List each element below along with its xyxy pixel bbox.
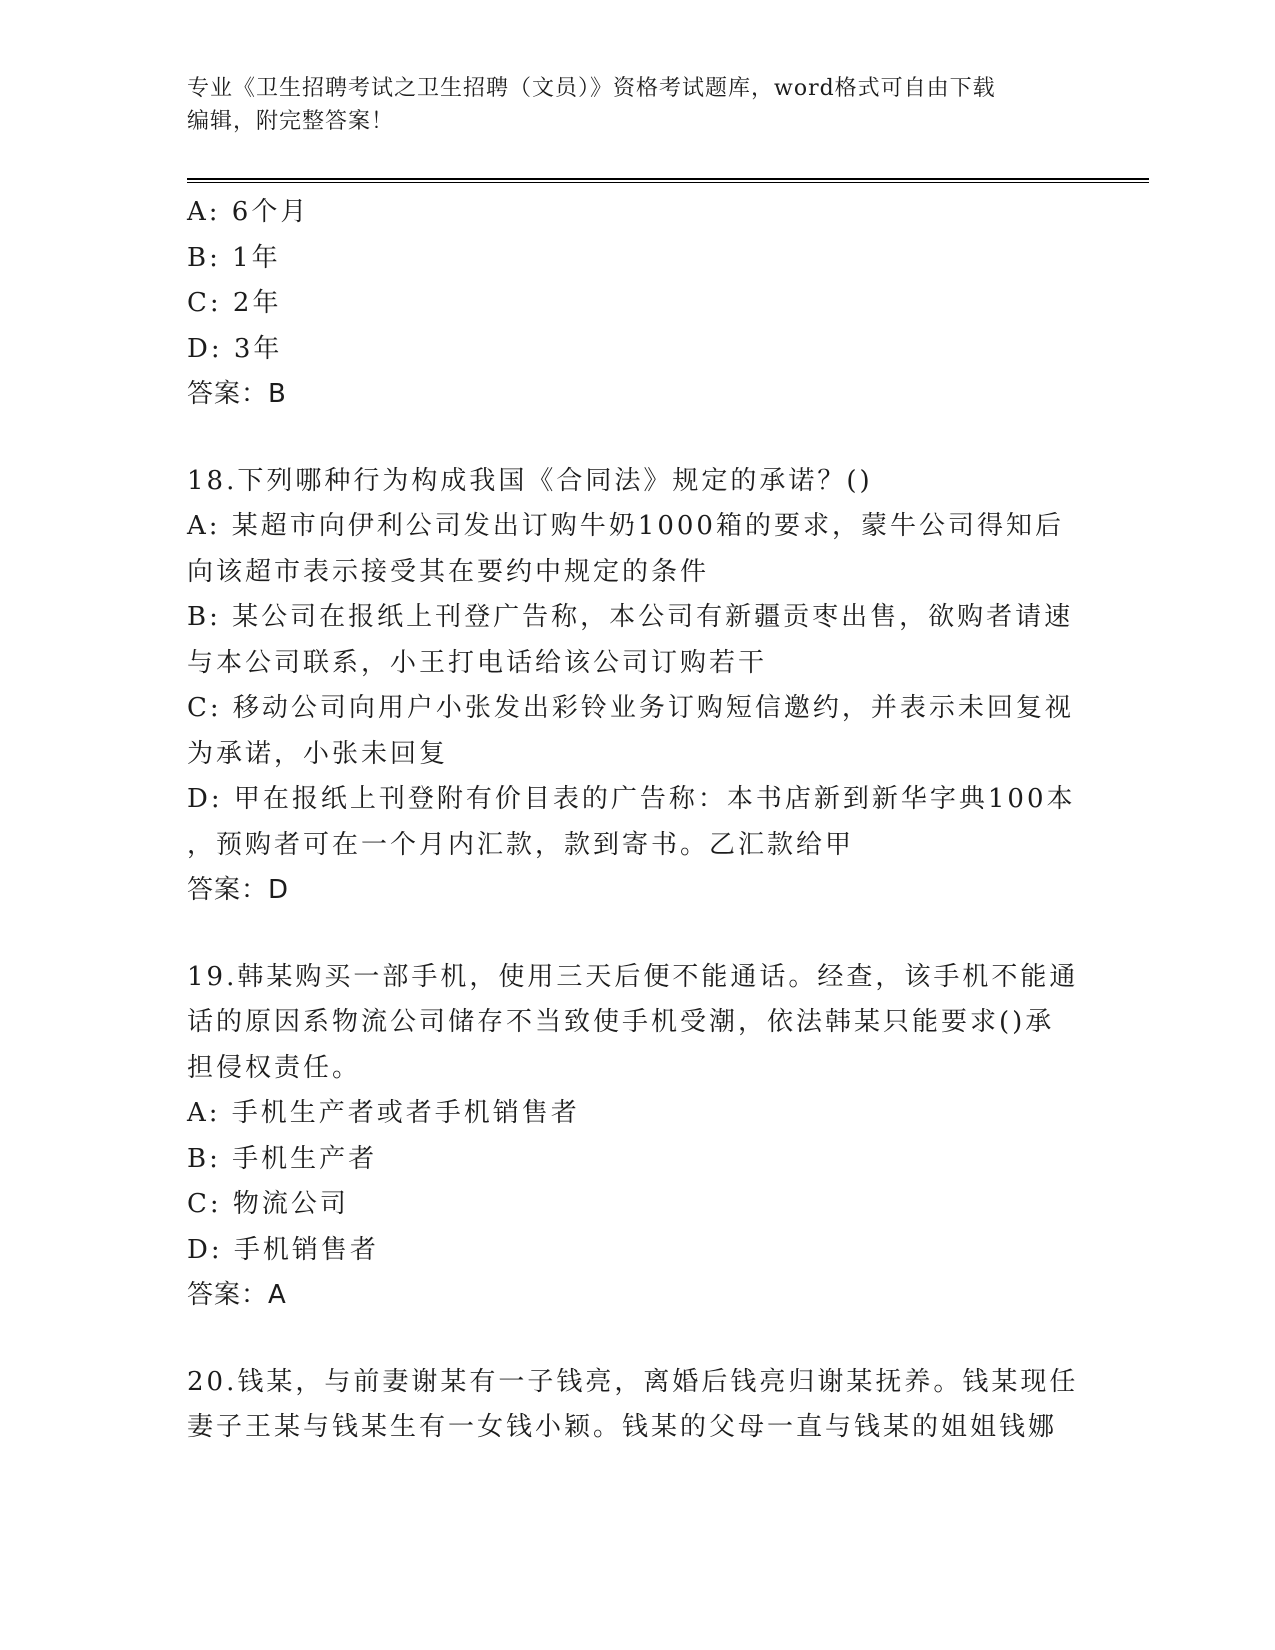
option-d-line-2: ，预购者可在一个月内汇款，款到寄书。乙汇款给甲 bbox=[187, 829, 855, 860]
option-d-line-1: D: 甲在报纸上刊登附有价目表的广告称：本书店新到新华字典100本 bbox=[187, 784, 1076, 814]
question-17-answer: 答案：B bbox=[187, 379, 287, 409]
header-line-1: 专业《卫生招聘考试之卫生招聘（文员）》资格考试题库，word格式可自由下载 bbox=[187, 76, 996, 101]
question-19-line-3: 担侵权责任。 bbox=[187, 1052, 362, 1083]
header-line-2: 编辑，附完整答案！ bbox=[187, 109, 395, 134]
option-d: D: 3年 bbox=[187, 333, 283, 364]
option-b-line-1: B: 某公司在报纸上刊登广告称，本公司有新疆贡枣出售，欲购者请速 bbox=[187, 602, 1074, 632]
option-a-line-1: A: 某超市向伊利公司发出订购牛奶1000箱的要求，蒙牛公司得知后 bbox=[187, 511, 1064, 541]
option-c: C: 2年 bbox=[187, 288, 282, 318]
option-b-line-2: 与本公司联系，小王打电话给该公司订购若干 bbox=[187, 647, 768, 678]
option-b: B: 手机生产者 bbox=[187, 1143, 378, 1174]
option-a: A: 6个月 bbox=[187, 197, 310, 227]
question-19-line-1: 19.韩某购买一部手机，使用三天后便不能通话。经查，该手机不能通 bbox=[187, 961, 1079, 992]
question-20-line-1: 20.钱某，与前妻谢某有一子钱亮，离婚后钱亮归谢某抚养。钱某现任 bbox=[187, 1366, 1079, 1397]
question-spacer bbox=[187, 1319, 1087, 1360]
question-18-answer: 答案：D bbox=[187, 875, 290, 905]
option-a-line-2: 向该超市表示接受其在要约中规定的条件 bbox=[187, 556, 710, 587]
question-18-options bbox=[187, 504, 1087, 868]
question-17-options bbox=[187, 190, 1087, 372]
question-content bbox=[187, 190, 1087, 1451]
option-a: A: 手机生产者或者手机销售者 bbox=[187, 1098, 580, 1128]
document-header bbox=[187, 72, 1067, 138]
option-c: C: 物流公司 bbox=[187, 1189, 349, 1219]
question-19-text bbox=[187, 955, 1087, 1092]
option-c-line-2: 为承诺，小张未回复 bbox=[187, 738, 449, 769]
question-19-line-2: 话的原因系物流公司储存不当致使手机受潮，依法韩某只能要求()承 bbox=[187, 1007, 1055, 1037]
question-20-line-2: 妻子王某与钱某生有一女钱小颖。钱某的父母一直与钱某的姐姐钱娜 bbox=[187, 1412, 1058, 1442]
option-b: B: 1年 bbox=[187, 242, 281, 273]
option-d: D: 手机销售者 bbox=[187, 1234, 379, 1265]
question-19-options bbox=[187, 1091, 1087, 1273]
question-spacer bbox=[187, 418, 1087, 459]
question-spacer bbox=[187, 914, 1087, 955]
question-19-answer: 答案：A bbox=[187, 1280, 287, 1310]
question-18-text: 18.下列哪种行为构成我国《合同法》规定的承诺？() bbox=[187, 465, 873, 496]
question-20-text bbox=[187, 1360, 1087, 1451]
header-divider-thin bbox=[187, 182, 1149, 183]
header-divider-thick bbox=[187, 178, 1149, 180]
option-c-line-1: C: 移动公司向用户小张发出彩铃业务订购短信邀约，并表示未回复视 bbox=[187, 693, 1074, 723]
